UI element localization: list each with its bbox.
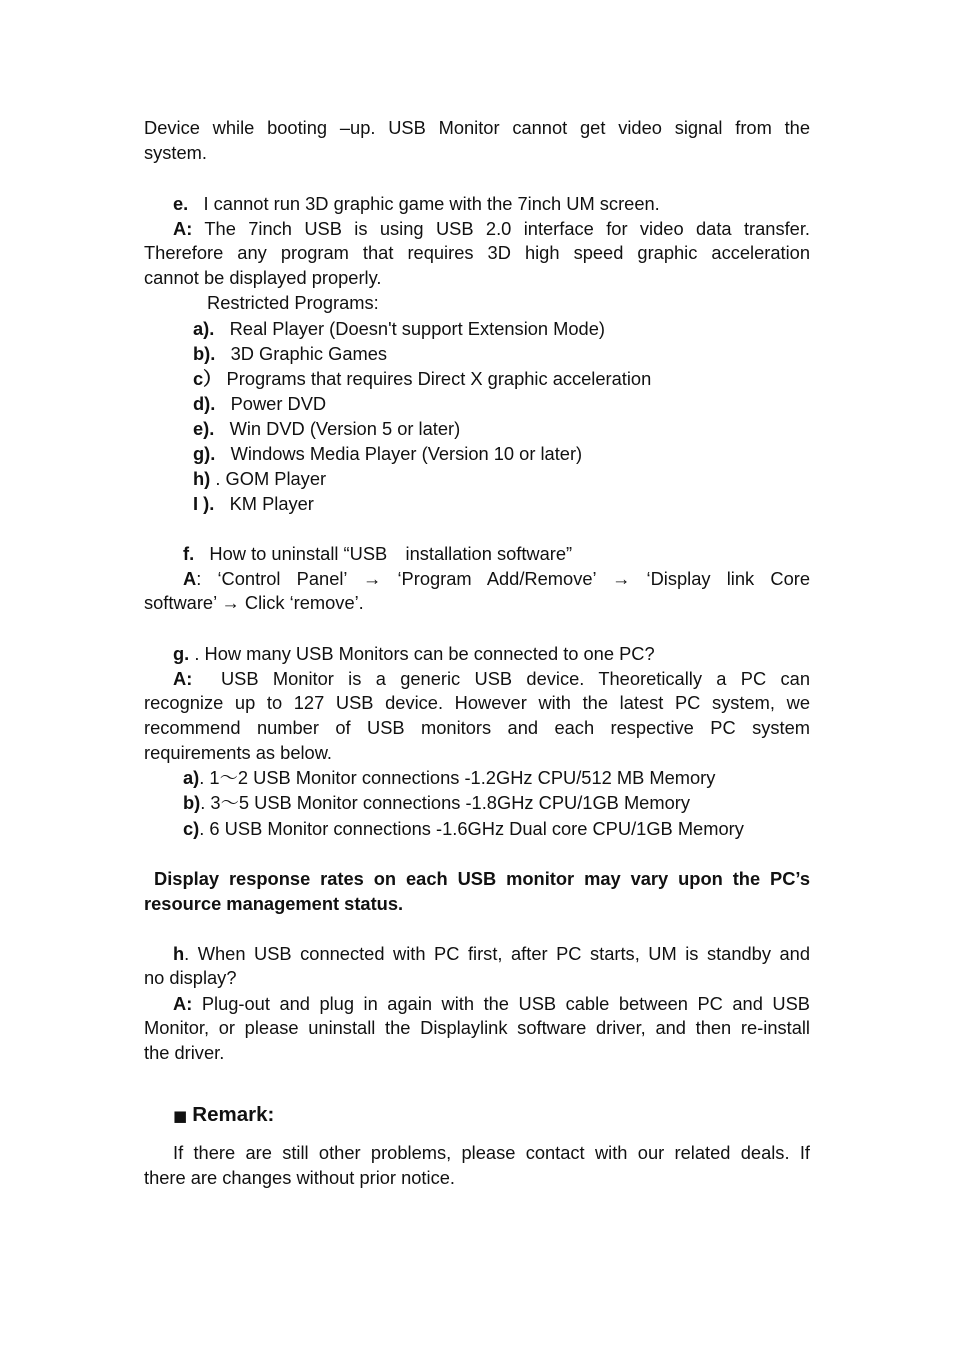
faq-g-question (173, 641, 655, 666)
list-item: c） Programs that requires Direct X graphic acceleration (193, 368, 652, 389)
response-rate-note-line-2: resource management status. (144, 893, 404, 914)
list-item: h) . GOM Player (193, 468, 327, 489)
list-item: b). 3～5 USB Monitor connections -1.8GHz CPU/1GB Memory (183, 792, 690, 813)
faq-e-answer-line-2: Therefore any program that requires 3D high speed graphic acceleration (144, 242, 810, 263)
faq-g-question-label: g. (173, 643, 190, 664)
remark-line-1: If there are still other problems, please contact with our related deals. If (173, 1142, 810, 1163)
faq-f-answer-line-1: A: ‘Control Panel’ → ‘Program Add/Remove’ → ‘Display link Core (183, 568, 810, 589)
faq-g-answer-line-2: recognize up to 127 USB device. However with the latest PC system, we (144, 692, 810, 713)
faq-h-answer-line-2: Monitor, or please uninstall the Displaylink software driver, and then re-install (144, 1017, 810, 1038)
faq-g-answer-line-1: A: USB Monitor is a generic USB device. Theoretically a PC can (173, 668, 810, 689)
list-item: d). Power DVD (193, 393, 327, 414)
list-item: I ). KM Player (193, 493, 314, 514)
faq-g-question-text: . How many USB Monitors can be connected to one PC? (194, 643, 655, 664)
faq-f-answer-label: A (183, 568, 197, 589)
list-item: c). 6 USB Monitor connections -1.6GHz Dual core CPU/1GB Memory (183, 818, 744, 839)
faq-g-answer-line-4: requirements as below. (144, 742, 332, 763)
list-item: a). Real Player (Doesn't support Extension Mode) (193, 318, 605, 339)
remark-line-2: there are changes without prior notice. (144, 1167, 455, 1188)
faq-g-answer-line-3: recommend number of USB monitors and each respective PC system (144, 717, 810, 738)
faq-h-answer-line-3: the driver. (144, 1042, 225, 1063)
remark-title: Remark: (192, 1103, 275, 1126)
intro-line-1: Device while booting –up. USB Monitor cannot get video signal from the (144, 117, 810, 138)
list-item: g). Windows Media Player (Version 10 or later) (193, 443, 583, 464)
list-item: a). 1～2 USB Monitor connections -1.2GHz CPU/512 MB Memory (183, 767, 716, 788)
faq-h-answer-label: A: (173, 993, 193, 1014)
faq-h-question-line-1: h. When USB connected with PC first, after PC starts, UM is standby and (173, 943, 810, 964)
faq-e-question-label: e. (173, 193, 189, 214)
faq-e-question (173, 191, 660, 216)
faq-h-answer-line-1: A: Plug-out and plug in again with the USB cable between PC and USB (173, 993, 810, 1014)
faq-f-question (183, 541, 572, 566)
square-bullet-icon: ■ (173, 1107, 188, 1125)
faq-h-question-line-2: no display? (144, 967, 237, 988)
faq-f-question-text: How to uninstall “USB installation software” (209, 543, 573, 564)
remark-heading (173, 1102, 274, 1129)
list-item: b). 3D Graphic Games (193, 343, 388, 364)
faq-e-answer-label: A: (173, 218, 193, 239)
faq-g-answer-label: A: (173, 668, 193, 689)
intro-line-2: system. (144, 142, 207, 163)
response-rate-note-line-1: Display response rates on each USB monitor may vary upon the PC’s (154, 868, 810, 889)
faq-e-answer-line-1: A: The 7inch USB is using USB 2.0 interface for video data transfer. (173, 218, 811, 239)
faq-e-answer-line-3: cannot be displayed properly. (144, 267, 382, 288)
faq-h-question-label: h (173, 943, 185, 964)
list-item: e). Win DVD (Version 5 or later) (193, 418, 461, 439)
restricted-programs-heading: Restricted Programs: (207, 292, 379, 313)
faq-f-answer-line-2: software’ → Click ‘remove’. (144, 592, 364, 613)
faq-e-question-text: I cannot run 3D graphic game with the 7inch UM screen. (203, 193, 660, 214)
faq-f-question-label: f. (183, 543, 195, 564)
